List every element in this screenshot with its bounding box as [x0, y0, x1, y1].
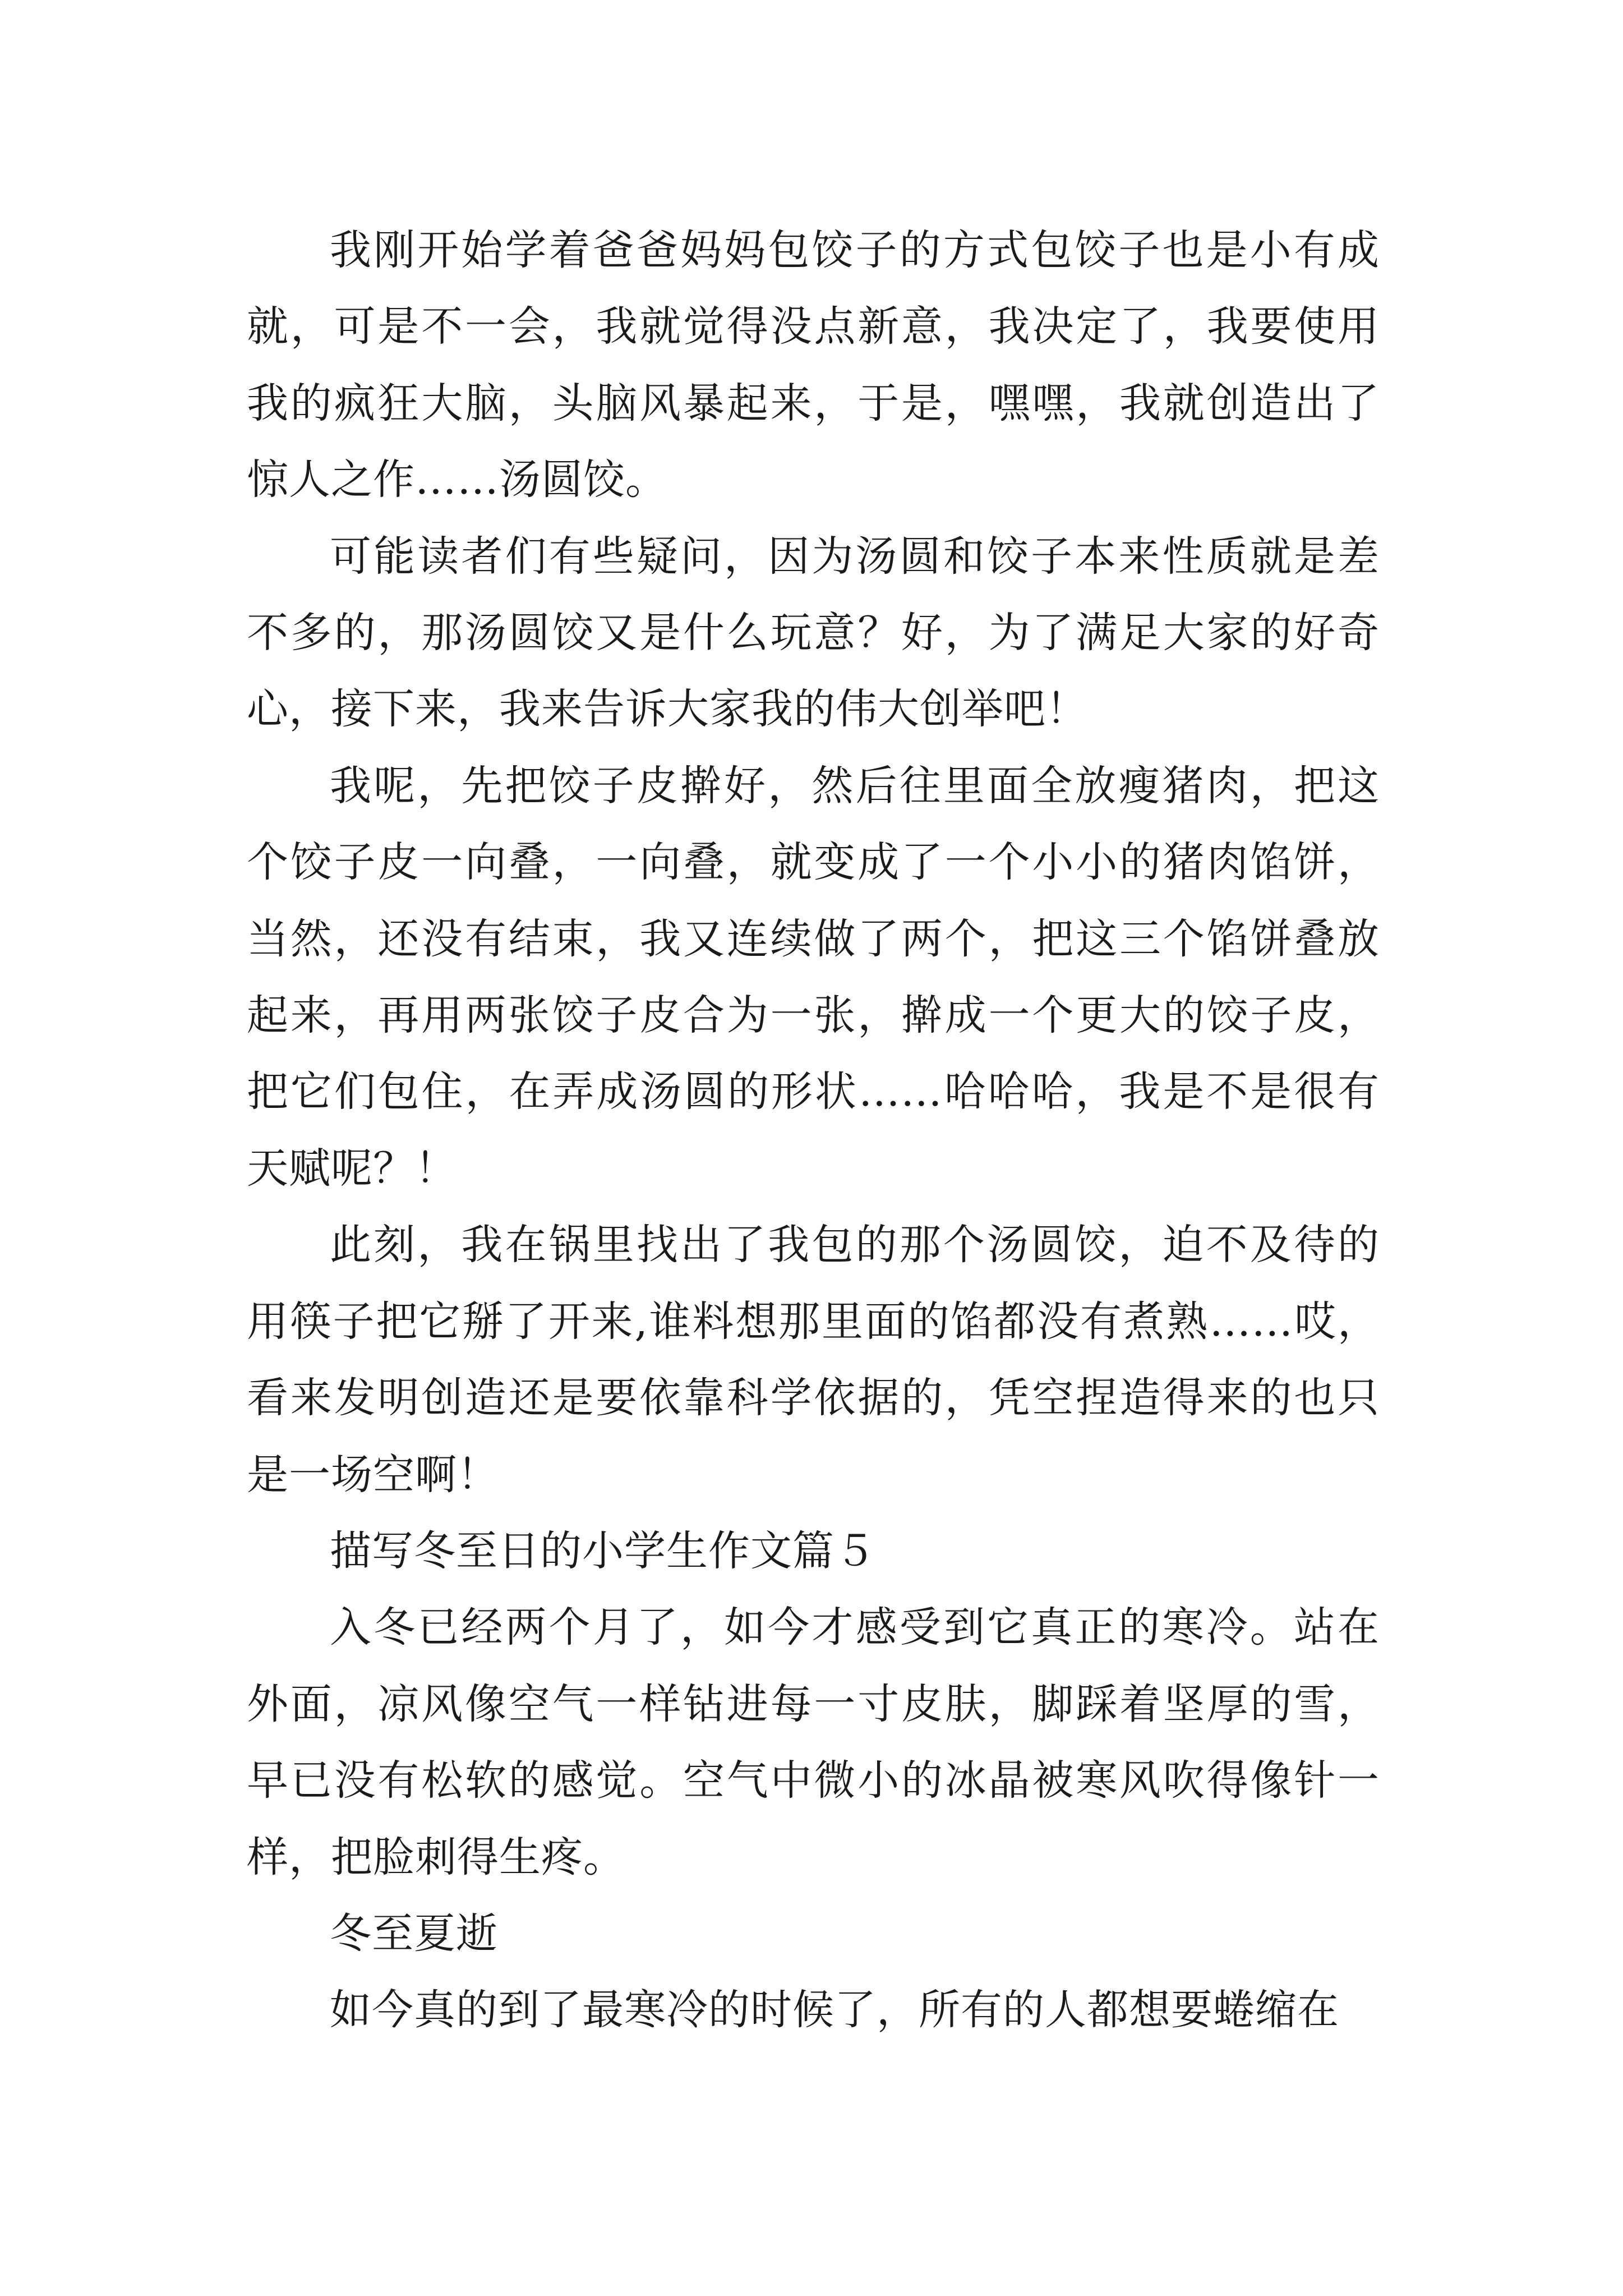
document-body	[247, 212, 1380, 2049]
section-heading-winter-solstice: 冬至夏逝	[330, 1909, 498, 1958]
paragraph-winter-cold: 入冬已经两个月了，如今才感受到它真正的寒冷。站在外面，凉风像空气一样钻进每一寸皮肤，脚踩着坚厚的雪，早已没有松软的感觉。空气中微小的冰晶被寒风吹得像针一样，把脸刺得生疼。	[247, 1603, 1380, 1881]
paragraph-dumpling-invention: 我刚开始学着爸爸妈妈包饺子的方式包饺子也是小有成就，可是不一会，我就觉得没点新意，我决定了，我要使用我的疯狂大脑，头脑风暴起来，于是，嘿嘿，我就创造出了惊人之作……汤圆饺。	[247, 226, 1380, 504]
section-heading-essay-5: 描写冬至日的小学生作文篇５	[330, 1526, 877, 1575]
paragraph-reader-question: 可能读者们有些疑问，因为汤圆和饺子本来性质就是差不多的，那汤圆饺又是什么玩意？好，为了满足大家的好奇心，接下来，我来告诉大家我的伟大创举吧！	[247, 532, 1380, 734]
paragraph-result: 此刻，我在锅里找出了我包的那个汤圆饺，迫不及待的用筷子把它掰了开来,谁料想那里面的馅都没有煮熟……哎，看来发明创造还是要依靠科学依据的，凭空捏造得来的也只是一场空啊！	[247, 1221, 1380, 1499]
paragraph-coldest-time: 如今真的到了最寒冷的时候了，所有的人都想要蜷缩在	[330, 1986, 1339, 2035]
paragraph-making-process: 我呢，先把饺子皮擀好，然后往里面全放瘦猪肉，把这个饺子皮一向叠，一向叠，就变成了一个小小的猪肉馅饼，当然，还没有结束，我又连续做了两个，把这三个馅饼叠放起来，再用两张饺子皮合为一张，擀成一个更大的饺子皮，把它们包住，在弄成汤圆的形状……哈哈哈，我是不是很有天赋呢？！	[247, 761, 1380, 1193]
